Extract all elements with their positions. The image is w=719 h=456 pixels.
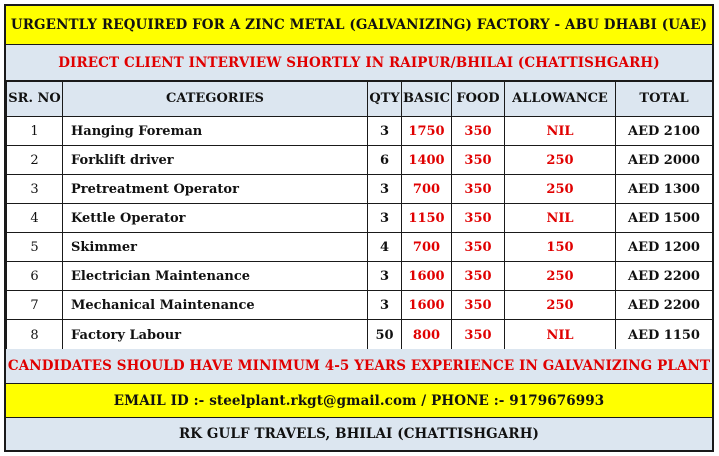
basic-cell: 700: [402, 175, 452, 204]
total-cell: AED 2100: [616, 117, 713, 146]
qty-cell: 3: [368, 117, 402, 146]
basic-cell: 1750: [402, 117, 452, 146]
sr-cell: 4: [7, 204, 63, 233]
column-header-qty: QTY: [368, 82, 402, 117]
category-cell: Mechanical Maintenance: [63, 291, 368, 320]
table-row: [7, 204, 713, 233]
total-cell: AED 1200: [616, 233, 713, 262]
allowance-cell: 250: [505, 146, 616, 175]
qty-cell: 3: [368, 204, 402, 233]
category-cell: Hanging Foreman: [63, 117, 368, 146]
table-row: [7, 291, 713, 320]
allowance-cell: NIL: [505, 204, 616, 233]
allowance-cell: 150: [505, 233, 616, 262]
sr-cell: 7: [7, 291, 63, 320]
contact-details: EMAIL ID :- steelplant.rkgt@gmail.com / PHONE :- 9179676993: [6, 384, 712, 418]
category-cell: Forklift driver: [63, 146, 368, 175]
food-cell: 350: [452, 291, 505, 320]
total-cell: AED 2000: [616, 146, 713, 175]
category-cell: Skimmer: [63, 233, 368, 262]
vacancy-table: [6, 81, 713, 351]
column-header-allowance: ALLOWANCE: [505, 82, 616, 117]
food-cell: 350: [452, 204, 505, 233]
basic-cell: 1600: [402, 291, 452, 320]
food-cell: 350: [452, 117, 505, 146]
food-cell: 350: [452, 233, 505, 262]
sr-cell: 3: [7, 175, 63, 204]
experience-note: CANDIDATES SHOULD HAVE MINIMUM 4-5 YEARS EXPERIENCE IN GALVANIZING PLANT: [6, 349, 712, 384]
agency-name: RK GULF TRAVELS, BHILAI (CHATTISHGARH): [6, 418, 712, 450]
page-title: URGENTLY REQUIRED FOR A ZINC METAL (GALVANIZING) FACTORY - ABU DHABI (UAE): [6, 6, 712, 45]
category-cell: Factory Labour: [63, 320, 368, 351]
basic-cell: 800: [402, 320, 452, 351]
category-cell: Kettle Operator: [63, 204, 368, 233]
allowance-cell: 250: [505, 262, 616, 291]
column-header-category: CATEGORIES: [63, 82, 368, 117]
column-header-sr: SR. NO: [7, 82, 63, 117]
table-row: [7, 146, 713, 175]
column-header-total: TOTAL: [616, 82, 713, 117]
allowance-cell: NIL: [505, 320, 616, 351]
food-cell: 350: [452, 146, 505, 175]
column-header-food: FOOD: [452, 82, 505, 117]
allowance-cell: NIL: [505, 117, 616, 146]
table-row: [7, 117, 713, 146]
total-cell: AED 2200: [616, 262, 713, 291]
qty-cell: 6: [368, 146, 402, 175]
table-row: [7, 233, 713, 262]
food-cell: 350: [452, 175, 505, 204]
qty-cell: 50: [368, 320, 402, 351]
total-cell: AED 1150: [616, 320, 713, 351]
sr-cell: 2: [7, 146, 63, 175]
table-row: [7, 262, 713, 291]
total-cell: AED 2200: [616, 291, 713, 320]
qty-cell: 3: [368, 175, 402, 204]
allowance-cell: 250: [505, 175, 616, 204]
sr-cell: 1: [7, 117, 63, 146]
category-cell: Electrician Maintenance: [63, 262, 368, 291]
table-header-row: [7, 82, 713, 117]
allowance-cell: 250: [505, 291, 616, 320]
basic-cell: 700: [402, 233, 452, 262]
basic-cell: 1150: [402, 204, 452, 233]
basic-cell: 1400: [402, 146, 452, 175]
category-cell: Pretreatment Operator: [63, 175, 368, 204]
table-row: [7, 320, 713, 351]
column-header-basic: BASIC: [402, 82, 452, 117]
total-cell: AED 1300: [616, 175, 713, 204]
qty-cell: 4: [368, 233, 402, 262]
basic-cell: 1600: [402, 262, 452, 291]
job-advertisement: [4, 4, 714, 452]
table-row: [7, 175, 713, 204]
sr-cell: 8: [7, 320, 63, 351]
food-cell: 350: [452, 262, 505, 291]
qty-cell: 3: [368, 291, 402, 320]
sr-cell: 5: [7, 233, 63, 262]
qty-cell: 3: [368, 262, 402, 291]
food-cell: 350: [452, 320, 505, 351]
sr-cell: 6: [7, 262, 63, 291]
interview-subtitle: DIRECT CLIENT INTERVIEW SHORTLY IN RAIPUR/BHILAI (CHATTISHGARH): [6, 45, 712, 81]
total-cell: AED 1500: [616, 204, 713, 233]
